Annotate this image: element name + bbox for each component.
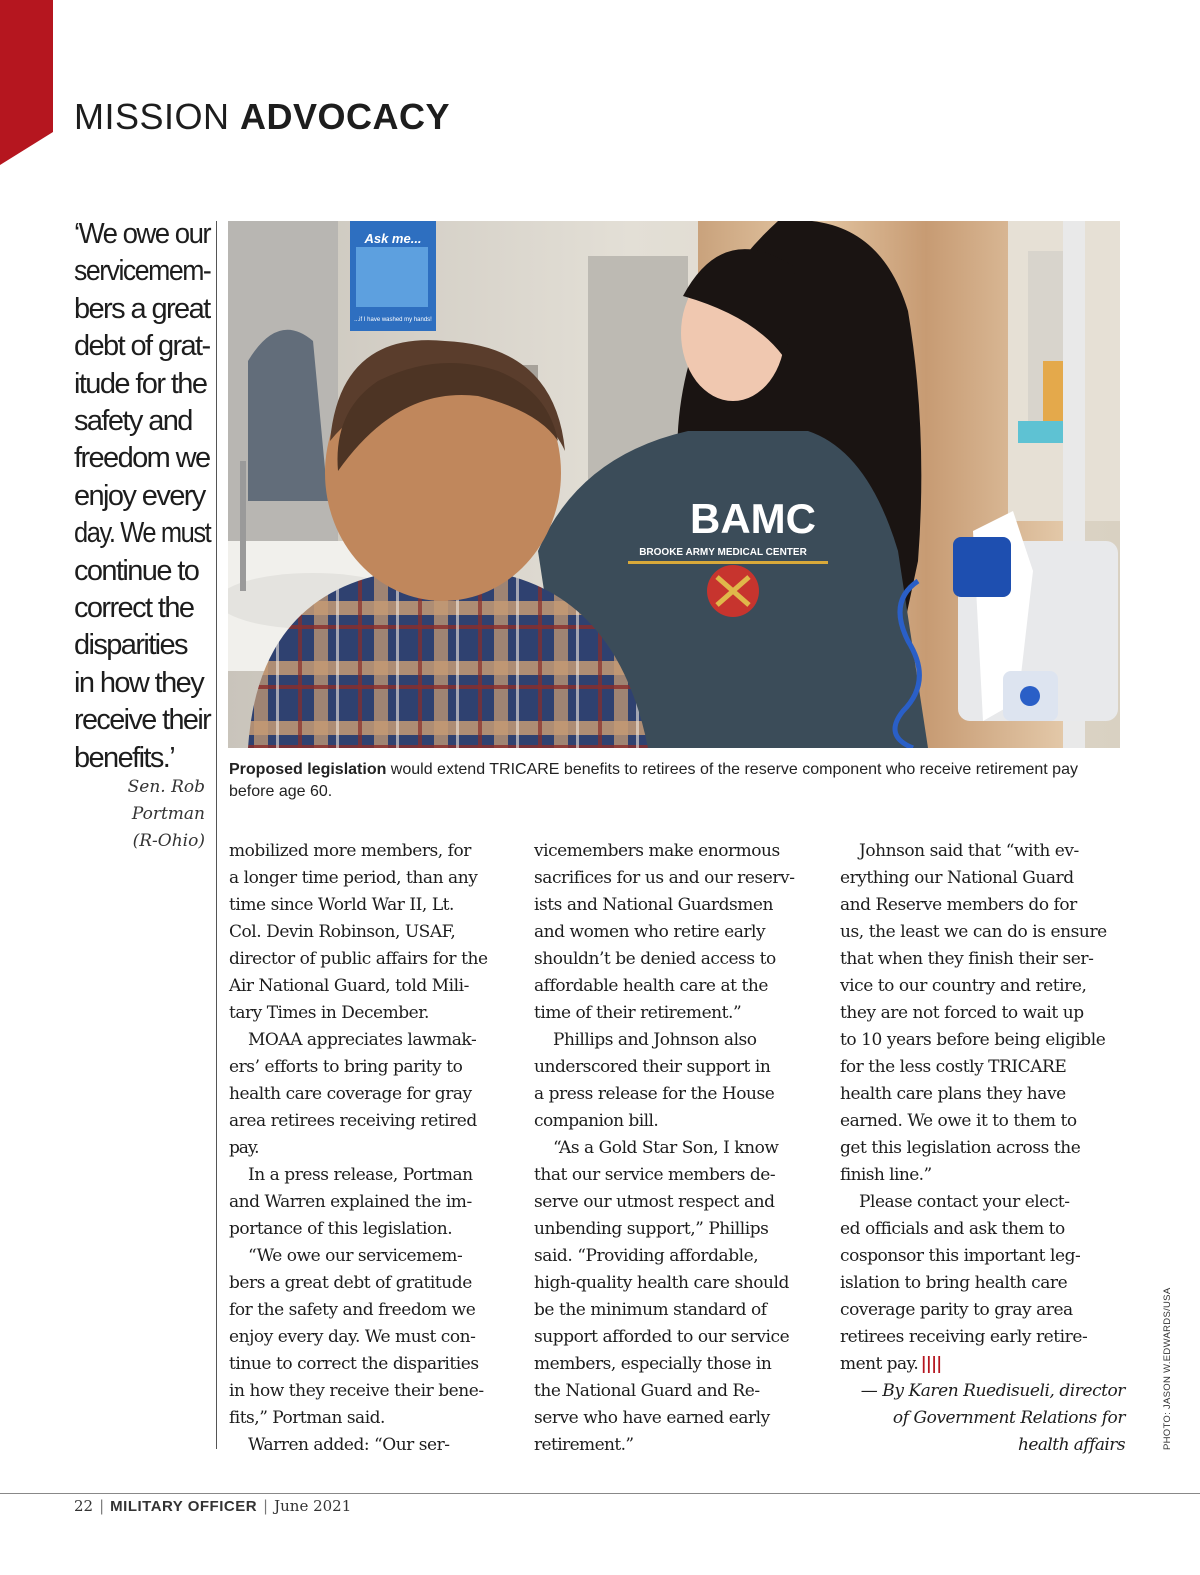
text-line [229,1216,514,1243]
text-line-content: shouldn’t be denied access to [534,949,776,969]
article-photo [228,221,1120,748]
text-line-content: that our service members de- [534,1165,776,1185]
attribution-line: Portman [131,804,205,824]
text-line [534,865,819,892]
text-line-content: time of their retirement.” [534,1003,742,1023]
text-line-content: bers a great debt of gratitude [229,1273,472,1293]
text-line [229,946,514,973]
text-line-content: that when they finish their ser- [840,949,1094,969]
text-line-content: mobilized more members, for [229,841,471,861]
text-line-content: erything our National Guard [840,868,1074,888]
byline-line: of Government Relations for [892,1408,1125,1428]
text-line-content: ed officials and ask them to [840,1219,1065,1239]
text-line [229,1189,514,1216]
byline-line: health affairs [1017,1435,1125,1455]
text-line [840,1108,1125,1135]
text-line [229,1162,514,1189]
text-line-content: Johnson said that “with ev- [859,841,1079,861]
text-line-content: Warren added: “Our ser- [248,1435,450,1455]
caption-text: would extend TRICARE benefits to retirees of the reserve component who receive retirement pay before age 60. [229,761,1078,800]
text-line-content: area retirees receiving retired [229,1111,477,1131]
pull-quote-line: in how they [74,666,204,699]
footer-rule [0,1493,1200,1494]
publication-name: MILITARY OFFICER [110,1498,258,1515]
text-line [229,1027,514,1054]
text-line-content: fits,” Portman said. [229,1408,385,1428]
text-line [229,1378,514,1405]
text-line [840,1351,1125,1378]
pull-quote-line: safety and [74,405,192,438]
text-line-content: serve who have earned early [534,1408,770,1428]
text-line [534,1081,819,1108]
photo-credit: PHOTO: JASON W.EDWARDS/USA [1162,1287,1173,1450]
text-line [840,1216,1125,1243]
text-line [229,1135,514,1162]
pull-quote-attribution [65,774,205,855]
text-line-content: to 10 years before being eligible [840,1030,1106,1050]
pull-quote-line: itude for the [74,367,207,400]
text-line-content: Phillips and Johnson also [553,1030,757,1050]
text-line-content: they are not forced to wait up [840,1003,1084,1023]
byline-line: — By Karen Ruedisueli, director [860,1381,1125,1401]
text-line-content: high-quality health care should [534,1273,789,1293]
text-line-content: “As a Gold Star Son, I know [553,1138,779,1158]
text-line [534,1405,819,1432]
text-line [229,1243,514,1270]
text-line-content: cosponsor this important leg- [840,1246,1081,1266]
pull-quote-line: freedom we [74,442,210,475]
text-line-content: vicemembers make enormous [534,841,780,861]
text-line [229,838,514,865]
caption-lead: Proposed legislation [229,761,387,778]
text-line [840,838,1125,865]
text-line-content: portance of this legislation. [229,1219,453,1239]
text-line [840,1243,1125,1270]
text-line-content: and women who retire early [534,922,766,942]
article-column-3 [840,838,1125,1459]
text-line [534,1054,819,1081]
text-line-content: ment pay. [840,1354,919,1374]
text-line-content: for the less costly TRICARE [840,1057,1067,1077]
pull-quote [74,216,210,777]
text-line [534,1351,819,1378]
attribution-line: (R-Ohio) [132,831,205,851]
poster-title: Ask me... [364,231,422,246]
text-line-content: coverage parity to gray area [840,1300,1073,1320]
text-line-content: serve our utmost respect and [534,1192,775,1212]
text-line [229,1054,514,1081]
pull-quote-line: benefits.’ [74,741,175,774]
text-line [534,1297,819,1324]
text-line [840,892,1125,919]
text-line [840,1081,1125,1108]
pull-quote-line: continue to [74,554,199,587]
text-line-content: tary Times in December. [229,1003,429,1023]
text-line-content: sacrifices for us and our reserv- [534,868,795,888]
text-line-content: time since World War II, Lt. [229,895,454,915]
text-line-content: unbending support,” Phillips [534,1219,769,1239]
pull-quote-line: bers a great [74,292,210,325]
text-line [229,919,514,946]
text-line-content: the National Guard and Re- [534,1381,760,1401]
text-line [534,1135,819,1162]
text-line [229,1405,514,1432]
text-line [840,1297,1125,1324]
text-line-content: underscored their support in [534,1057,771,1077]
text-line-content: a press release for the House [534,1084,775,1104]
text-line-content: a longer time period, than any [229,868,478,888]
pull-quote-line: enjoy every [74,479,205,512]
text-line [229,1000,514,1027]
text-line-content: in how they receive their bene- [229,1381,484,1401]
text-line-content: us, the least we can do is ensure [840,922,1107,942]
text-line-content: Please contact your elect- [859,1192,1070,1212]
text-line [534,1162,819,1189]
issue-date: June 2021 [274,1497,352,1515]
text-line [534,892,819,919]
column-divider [216,221,217,1449]
article-column-2 [534,838,819,1459]
text-line-content: for the safety and freedom we [229,1300,476,1320]
text-line-content: Col. Devin Robinson, USAF, [229,922,456,942]
text-line-content: affordable health care at the [534,976,768,996]
text-line [840,1027,1125,1054]
text-line [229,1297,514,1324]
text-line-content: islation to bring health care [840,1273,1068,1293]
text-line [840,1054,1125,1081]
text-line [534,1243,819,1270]
text-line-content: retirement.” [534,1435,634,1455]
text-line [534,1432,819,1459]
text-line-content: vice to our country and retire, [840,976,1087,996]
text-line [229,1324,514,1351]
shirt-subtext: BROOKE ARMY MEDICAL CENTER [639,547,807,558]
text-line [229,865,514,892]
text-line-content: health care coverage for gray [229,1084,472,1104]
section-title [74,96,450,138]
text-line-content: companion bill. [534,1111,659,1131]
text-line-content: members, especially those in [534,1354,772,1374]
text-line-content: “We owe our servicemem- [248,1246,463,1266]
text-line-content: earned. We owe it to them to [840,1111,1077,1131]
text-line-content: director of public affairs for the [229,949,488,969]
text-line [534,1000,819,1027]
article-column-1 [229,838,514,1459]
text-line [840,1135,1125,1162]
text-line-content: and Reserve members do for [840,895,1077,915]
text-line [229,1432,514,1459]
text-line-content: health care plans they have [840,1084,1066,1104]
text-line-content: be the minimum standard of [534,1300,767,1320]
text-line-content: ists and National Guardsmen [534,895,774,915]
page-number: 22 [74,1497,94,1515]
pull-quote-line: servicemem- [74,255,211,288]
text-line-content: said. “Providing affordable, [534,1246,759,1266]
text-line-content: enjoy every day. We must con- [229,1327,476,1347]
text-line [229,892,514,919]
text-line [840,1000,1125,1027]
section-title-bold: ADVOCACY [240,96,451,137]
text-line [534,1216,819,1243]
poster-subtitle: ...if I have washed my hands! [354,317,432,323]
text-line-content: pay. [229,1138,259,1158]
text-line-content: get this legislation across the [840,1138,1081,1158]
shirt-logo-text: BAMC [690,495,816,542]
end-mark-icon: |||| [918,1354,942,1374]
photo-caption [229,759,1109,803]
text-line [840,1324,1125,1351]
text-line [534,1270,819,1297]
text-line [229,1108,514,1135]
text-line-content: finish line.” [840,1165,932,1185]
text-line-content: In a press release, Portman [248,1165,473,1185]
text-line [534,1108,819,1135]
text-line [840,946,1125,973]
text-line [840,1270,1125,1297]
pull-quote-line: disparities [74,629,187,662]
text-line-content: tinue to correct the disparities [229,1354,479,1374]
text-line-content: support afforded to our service [534,1327,790,1347]
text-line [534,1324,819,1351]
pull-quote-line: ‘We owe our [74,218,211,250]
text-line [534,919,819,946]
text-line [534,838,819,865]
text-line [229,1351,514,1378]
text-line [840,1189,1125,1216]
text-line [840,1162,1125,1189]
text-line [534,1189,819,1216]
text-line-content: ers’ efforts to bring parity to [229,1057,463,1077]
text-line-content: MOAA appreciates lawmak- [248,1030,477,1050]
text-line [840,973,1125,1000]
text-line [534,1027,819,1054]
section-title-light: MISSION [74,96,230,137]
attribution-line: Sen. Rob [127,777,205,797]
pull-quote-line: correct the [74,592,194,625]
text-line [229,1081,514,1108]
text-line [229,973,514,1000]
text-line [534,946,819,973]
text-line [534,973,819,1000]
pull-quote-line: day. We must [74,517,211,550]
pull-quote-line: debt of grat- [74,330,210,363]
text-line [840,865,1125,892]
text-line [840,919,1125,946]
text-line-content: Air National Guard, told Mili- [229,976,469,996]
text-line [229,1270,514,1297]
page-footer: 22 | MILITARY OFFICER | June 2021 [74,1497,352,1515]
section-color-tab [0,0,53,165]
text-line [534,1378,819,1405]
text-line-content: and Warren explained the im- [229,1192,472,1212]
pull-quote-line: receive their [74,704,211,737]
text-line-content: retirees receiving early retire- [840,1327,1088,1347]
